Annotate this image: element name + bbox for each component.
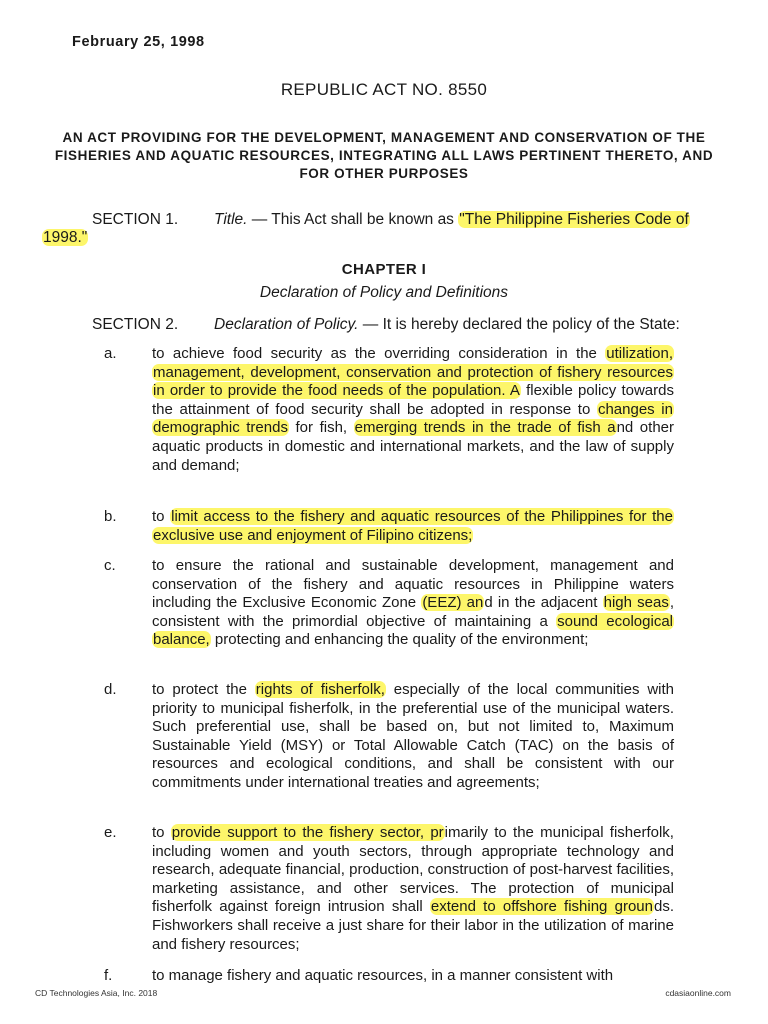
body-text: to protect the xyxy=(152,681,255,698)
item-text xyxy=(152,824,674,954)
highlighted-text: rights of fisherfolk, xyxy=(255,681,385,698)
section-2 xyxy=(92,316,732,334)
section-1-text: — This Act shall be known as xyxy=(247,211,459,228)
document-date: February 25, 1998 xyxy=(72,34,205,50)
highlighted-text: provide support to the fishery sector, pr xyxy=(171,824,444,841)
item-letter: e. xyxy=(104,824,117,841)
footer-website: cdasiaonline.com xyxy=(665,988,731,998)
item-text xyxy=(152,557,674,650)
chapter-subtitle: Declaration of Policy and Definitions xyxy=(259,284,509,301)
body-text: protecting and enhancing the quality of the environment; xyxy=(210,631,589,649)
footer-publisher: CD Technologies Asia, Inc. 2018 xyxy=(35,988,158,998)
section-2-label: SECTION 2. xyxy=(92,316,179,333)
highlighted-text: (EEZ) an xyxy=(422,594,484,612)
highlighted-text: extend to offshore fishing groun xyxy=(430,898,653,916)
highlighted-text: high seas xyxy=(603,594,669,612)
highlighted-text: sound ecological balance, xyxy=(153,612,673,649)
item-text xyxy=(152,967,674,986)
item-letter: c. xyxy=(104,557,116,574)
body-text: for fish, xyxy=(288,419,354,437)
body-text: flexible policy towards the attainment of food security shall be adopted in response to xyxy=(152,382,674,418)
act-title: AN ACT PROVIDING FOR THE DEVELOPMENT, MANAGEMENT AND CONSERVATION OF THE FISHERIES AND AQUATIC RESOURCES, INTEGRATING ALL LAWS PERTINENT THERETO, AND FOR OTHER PURPOSES xyxy=(54,130,714,181)
body-text: nd other aquatic products in domestic and international markets, and the law of supply and demand; xyxy=(152,419,674,474)
item-letter: b. xyxy=(104,508,117,525)
body-text: imarily to the municipal fisherfolk, including women and youth sectors, through appropriate technology and research, adequate financial, production, construction of post-harvest facilities, marketing assistance, and other services. The protection of municipal fisherfolk against foreign intrusion shall xyxy=(152,824,674,916)
section-2-heading: Declaration of Policy. xyxy=(214,316,359,333)
section-2-text: — It is hereby declared the policy of the State: xyxy=(358,316,680,333)
body-text: ds. Fishworkers shall receive a just share for their labor in the utilization of marine and fishery resources; xyxy=(152,898,674,953)
section-1-label: SECTION 1. xyxy=(92,211,179,228)
item-letter: a. xyxy=(104,345,117,362)
section-1 xyxy=(42,211,728,247)
body-text: to ensure the rational and sustainable development, management and conservation of the fishery and aquatic resources in Philippine waters including the Exclusive Economic Zone xyxy=(152,557,674,612)
item-text xyxy=(152,345,674,475)
highlighted-text: emerging trends in the trade of fish a xyxy=(354,419,616,437)
section-1-highlight: "The Philippine Fisheries Code of 1998." xyxy=(43,211,689,246)
item-letter: d. xyxy=(104,681,117,698)
body-text: especially of the local communities with priority to municipal fisherfolk, in the preferential use of the municipal waters. Such preferential use, shall be based on, but not limited to, Maximum Sustainable Yield (MSY) or Total Allowable Catch (TAC) on the basis of resources and ecological conditions, and shall be consistent with our commitments under international treaties and agreements; xyxy=(152,681,674,791)
body-text: , consistent with the primordial objective of maintaining a xyxy=(152,594,674,630)
body-text: to xyxy=(152,824,171,841)
item-text xyxy=(152,508,674,545)
body-text: to achieve food security as the overriding consideration in the xyxy=(152,345,606,362)
highlighted-text: changes in demographic trends xyxy=(153,400,673,437)
body-text: to manage fishery and aquatic resources, in a manner consistent with xyxy=(152,967,614,984)
act-number: REPUBLIC ACT NO. 8550 xyxy=(280,80,488,99)
chapter-title: CHAPTER I xyxy=(341,261,427,278)
highlighted-text: limit access to the fishery and aquatic resources of the Philippines for the exclusive use and enjoyment of Filipino citizens; xyxy=(153,508,673,544)
body-text: d in the adjacent xyxy=(484,594,603,612)
section-1-heading: Title. xyxy=(214,211,248,228)
item-letter: f. xyxy=(104,967,113,984)
body-text: to xyxy=(152,508,171,525)
item-text xyxy=(152,681,674,793)
highlighted-text: utilization, management, development, conservation and protection of fishery resources in order to provide the food needs of the population. A xyxy=(153,345,673,400)
